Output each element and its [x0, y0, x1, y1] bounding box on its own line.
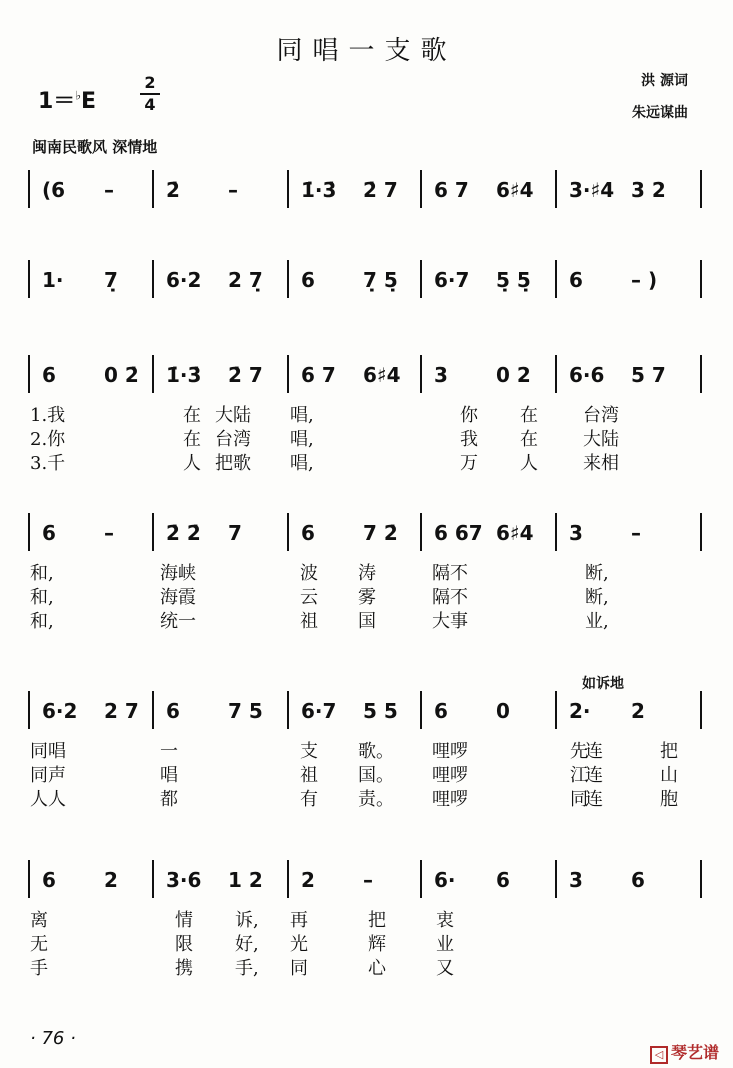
lyric-syllable: 先 [570, 741, 588, 762]
bar-line [152, 355, 154, 393]
lyric-syllable: 涛 [358, 563, 376, 584]
lyric-syllable: 又 [436, 958, 454, 979]
bar-line [700, 860, 702, 898]
lyric-syllable: 同声 [30, 765, 66, 786]
note-group: 2̇ 7 [228, 363, 263, 387]
lyric-syllable: 同 [570, 789, 588, 810]
lyric-syllable: 台湾 [215, 429, 251, 450]
bar-line [420, 260, 422, 298]
note-group: – ) [631, 268, 658, 292]
lyric-syllable: 大陆 [215, 405, 251, 426]
note-group: – [631, 521, 641, 545]
lyric-syllable: 大陆 [583, 429, 619, 450]
page-number: · 76 · [30, 1028, 76, 1049]
lyric-syllable: 统一 [160, 611, 196, 632]
bar-line [700, 355, 702, 393]
bar-line [152, 860, 154, 898]
lyric-syllable: 山 [660, 765, 678, 786]
lyricist-credit: 洪 源词 [641, 73, 688, 89]
lyric-syllable: 胞 [660, 789, 678, 810]
note-group: 2· [569, 699, 591, 723]
lyric-syllable: 国 [358, 611, 376, 632]
note-group: 2 7̣ [228, 268, 263, 292]
bar-line [555, 355, 557, 393]
lyric-syllable: 隔不 [432, 587, 468, 608]
lyric-syllable: 手 [30, 958, 48, 979]
lyric-syllable: 你 [460, 405, 478, 426]
lyric-syllable: 有 [300, 789, 318, 810]
note-group: 2 [104, 868, 118, 892]
note-group: 7̣ [104, 268, 118, 292]
note-group: 7 2̇ [363, 521, 398, 545]
lyric-syllable: 业 [436, 934, 454, 955]
key-prefix: 1＝ [38, 89, 76, 114]
note-group: 5̣ 5̣ [496, 268, 531, 292]
logo-icon: ◁ [650, 1046, 668, 1064]
lyric-syllable: 唱, [290, 453, 314, 474]
bar-line [555, 170, 557, 208]
lyric-syllable: 国。 [358, 765, 394, 786]
bar-line [152, 691, 154, 729]
note-group: 6 [42, 868, 56, 892]
lyric-syllable: 连 [585, 741, 603, 762]
bar-line [28, 860, 30, 898]
note-group: 6·6 [569, 363, 605, 387]
lyric-syllable: 和, [30, 563, 54, 584]
style-marking: 闽南民歌风 深情地 [32, 138, 158, 156]
note-group: 6 [42, 363, 56, 387]
note-group: 6 7 [434, 178, 469, 202]
lyric-syllable: 把 [368, 910, 386, 931]
time-signature [140, 74, 160, 114]
lyric-syllable: 海峡 [160, 563, 196, 584]
lyric-syllable: 来相 [583, 453, 619, 474]
lyric-syllable: 我 [460, 429, 478, 450]
lyric-syllable: 隔不 [432, 563, 468, 584]
note-group: 0 [496, 699, 510, 723]
lyric-syllable: 诉, [235, 910, 259, 931]
bar-line [287, 260, 289, 298]
lyric-syllable: 3.千 [30, 453, 66, 474]
note-group: 1 2 [228, 868, 263, 892]
note-group: 6 67 [434, 521, 483, 545]
lyric-syllable: 万 [460, 453, 478, 474]
lyric-syllable: 断, [585, 563, 609, 584]
lyric-syllable: 江 [570, 765, 588, 786]
note-group: 3 [434, 363, 448, 387]
site-logo [650, 1040, 719, 1064]
note-group: 0 2 [496, 363, 531, 387]
note-group: 6·2 [42, 699, 78, 723]
lyric-syllable: 断, [585, 587, 609, 608]
note-group: 3 [569, 868, 583, 892]
note-group: 2̇ 7 [363, 178, 398, 202]
lyric-syllable: 再 [290, 910, 308, 931]
lyric-syllable: 辉 [368, 934, 386, 955]
note-group: 3·♯4 [569, 178, 615, 202]
note-group: 2̇ 2̇ [166, 521, 201, 545]
key-letter: E [80, 89, 97, 114]
lyric-syllable: 波 [300, 563, 318, 584]
lyric-syllable: 限 [175, 934, 193, 955]
note-group: 5 5 [363, 699, 398, 723]
note-group: 6·7 [434, 268, 470, 292]
note-group: 1̇·3̇ [301, 178, 337, 202]
bar-line [420, 691, 422, 729]
note-group: 6 [434, 699, 448, 723]
note-group: – [104, 521, 114, 545]
lyric-syllable: 云 [300, 587, 318, 608]
lyric-syllable: 同唱 [30, 741, 66, 762]
bar-line [287, 691, 289, 729]
note-group: 6♯4 [496, 521, 534, 545]
note-group: – [363, 868, 373, 892]
lyric-syllable: 雾 [358, 587, 376, 608]
lyric-syllable: 离 [30, 910, 48, 931]
meter-numerator: 2 [144, 73, 156, 92]
note-group: 1̇·3̇ [166, 363, 202, 387]
bar-line [287, 513, 289, 551]
note-group: 6 [569, 268, 583, 292]
lyric-syllable: 一 [160, 741, 178, 762]
bar-line [28, 691, 30, 729]
lyric-syllable: 唱 [160, 765, 178, 786]
bar-line [287, 860, 289, 898]
lyric-syllable: 人 [183, 453, 201, 474]
lyric-syllable: 支 [300, 741, 318, 762]
bar-line [700, 170, 702, 208]
lyric-syllable: 在 [520, 429, 538, 450]
composer-credit: 朱远谋曲 [632, 105, 688, 121]
lyric-syllable: 在 [183, 429, 201, 450]
lyric-syllable: 哩啰 [432, 741, 468, 762]
note-group: 2 7 [104, 699, 139, 723]
note-group: 6·7 [301, 699, 337, 723]
note-group: 3·6 [166, 868, 202, 892]
bar-line [28, 513, 30, 551]
note-group: 0 2̇ [104, 363, 139, 387]
lyric-syllable: 同 [290, 958, 308, 979]
bar-line [152, 513, 154, 551]
bar-line [700, 260, 702, 298]
lyric-syllable: 好, [235, 934, 259, 955]
lyric-syllable: 手, [235, 958, 259, 979]
bar-line [555, 513, 557, 551]
lyric-syllable: 哩啰 [432, 789, 468, 810]
lyric-syllable: 2.你 [30, 429, 66, 450]
note-group: – [104, 178, 114, 202]
bar-line [287, 355, 289, 393]
bar-line [287, 170, 289, 208]
lyric-syllable: 业, [585, 611, 609, 632]
bar-line [700, 513, 702, 551]
note-group: 6 [166, 699, 180, 723]
lyric-syllable: 连 [585, 789, 603, 810]
note-group: 6 [301, 268, 315, 292]
note-group: 3 [569, 521, 583, 545]
note-group: 6 7 [301, 363, 336, 387]
lyric-syllable: 大事 [432, 611, 468, 632]
bar-line [28, 260, 30, 298]
note-group: 2 [631, 699, 645, 723]
note-group: 6 [631, 868, 645, 892]
lyric-syllable: 1.我 [30, 405, 66, 426]
lyric-syllable: 衷 [436, 910, 454, 931]
note-group: 7 5 [228, 699, 263, 723]
meter-denominator: 4 [144, 95, 156, 114]
bar-line [152, 260, 154, 298]
note-group: 6 [42, 521, 56, 545]
lyric-syllable: 携 [175, 958, 193, 979]
note-group: 1· [42, 268, 64, 292]
note-group: 7̣ 5̣ [363, 268, 398, 292]
lyric-syllable: 把 [660, 741, 678, 762]
lyric-syllable: 连 [585, 765, 603, 786]
note-group: 6♯4 [363, 363, 401, 387]
lyric-syllable: 唱, [290, 405, 314, 426]
lyric-syllable: 祖 [300, 765, 318, 786]
lyric-syllable: 哩啰 [432, 765, 468, 786]
tempo-hint: 如诉地 [582, 676, 624, 692]
lyric-syllable: 心 [368, 958, 386, 979]
note-group: 3 2 [631, 178, 666, 202]
lyric-syllable: 海霞 [160, 587, 196, 608]
note-group: 6 [301, 521, 315, 545]
bar-line [420, 355, 422, 393]
lyric-syllable: 祖 [300, 611, 318, 632]
note-group: 7 [228, 521, 242, 545]
bar-line [28, 170, 30, 208]
note-group: 6♯4 [496, 178, 534, 202]
key-signature [38, 84, 96, 115]
lyric-syllable: 在 [183, 405, 201, 426]
lyric-syllable: 情 [175, 910, 193, 931]
bar-line [555, 691, 557, 729]
lyric-syllable: 无 [30, 934, 48, 955]
lyric-syllable: 在 [520, 405, 538, 426]
note-group: 6· [434, 868, 456, 892]
note-group: 2 [301, 868, 315, 892]
note-group: 6·2 [166, 268, 202, 292]
song-title: 同唱一支歌 [276, 36, 457, 66]
bar-line [420, 860, 422, 898]
lyric-syllable: 把歌 [215, 453, 251, 474]
lyric-syllable: 光 [290, 934, 308, 955]
note-group: – [228, 178, 238, 202]
note-group: 6 [496, 868, 510, 892]
note-group: 5 7 [631, 363, 666, 387]
bar-line [555, 260, 557, 298]
lyric-syllable: 人 [520, 453, 538, 474]
note-group: (6 [42, 178, 66, 202]
bar-line [152, 170, 154, 208]
lyric-syllable: 和, [30, 587, 54, 608]
note-group: 2̇ [166, 178, 180, 202]
lyric-syllable: 责。 [358, 789, 394, 810]
bar-line [28, 355, 30, 393]
bar-line [700, 691, 702, 729]
bar-line [555, 860, 557, 898]
lyric-syllable: 都 [160, 789, 178, 810]
lyric-syllable: 台湾 [583, 405, 619, 426]
lyric-syllable: 歌。 [358, 741, 394, 762]
logo-text: 琴艺谱 [670, 1043, 719, 1062]
bar-line [420, 170, 422, 208]
lyric-syllable: 唱, [290, 429, 314, 450]
lyric-syllable: 人人 [30, 789, 66, 810]
flat-sign: ♭ [75, 88, 81, 103]
lyric-syllable: 和, [30, 611, 54, 632]
bar-line [420, 513, 422, 551]
